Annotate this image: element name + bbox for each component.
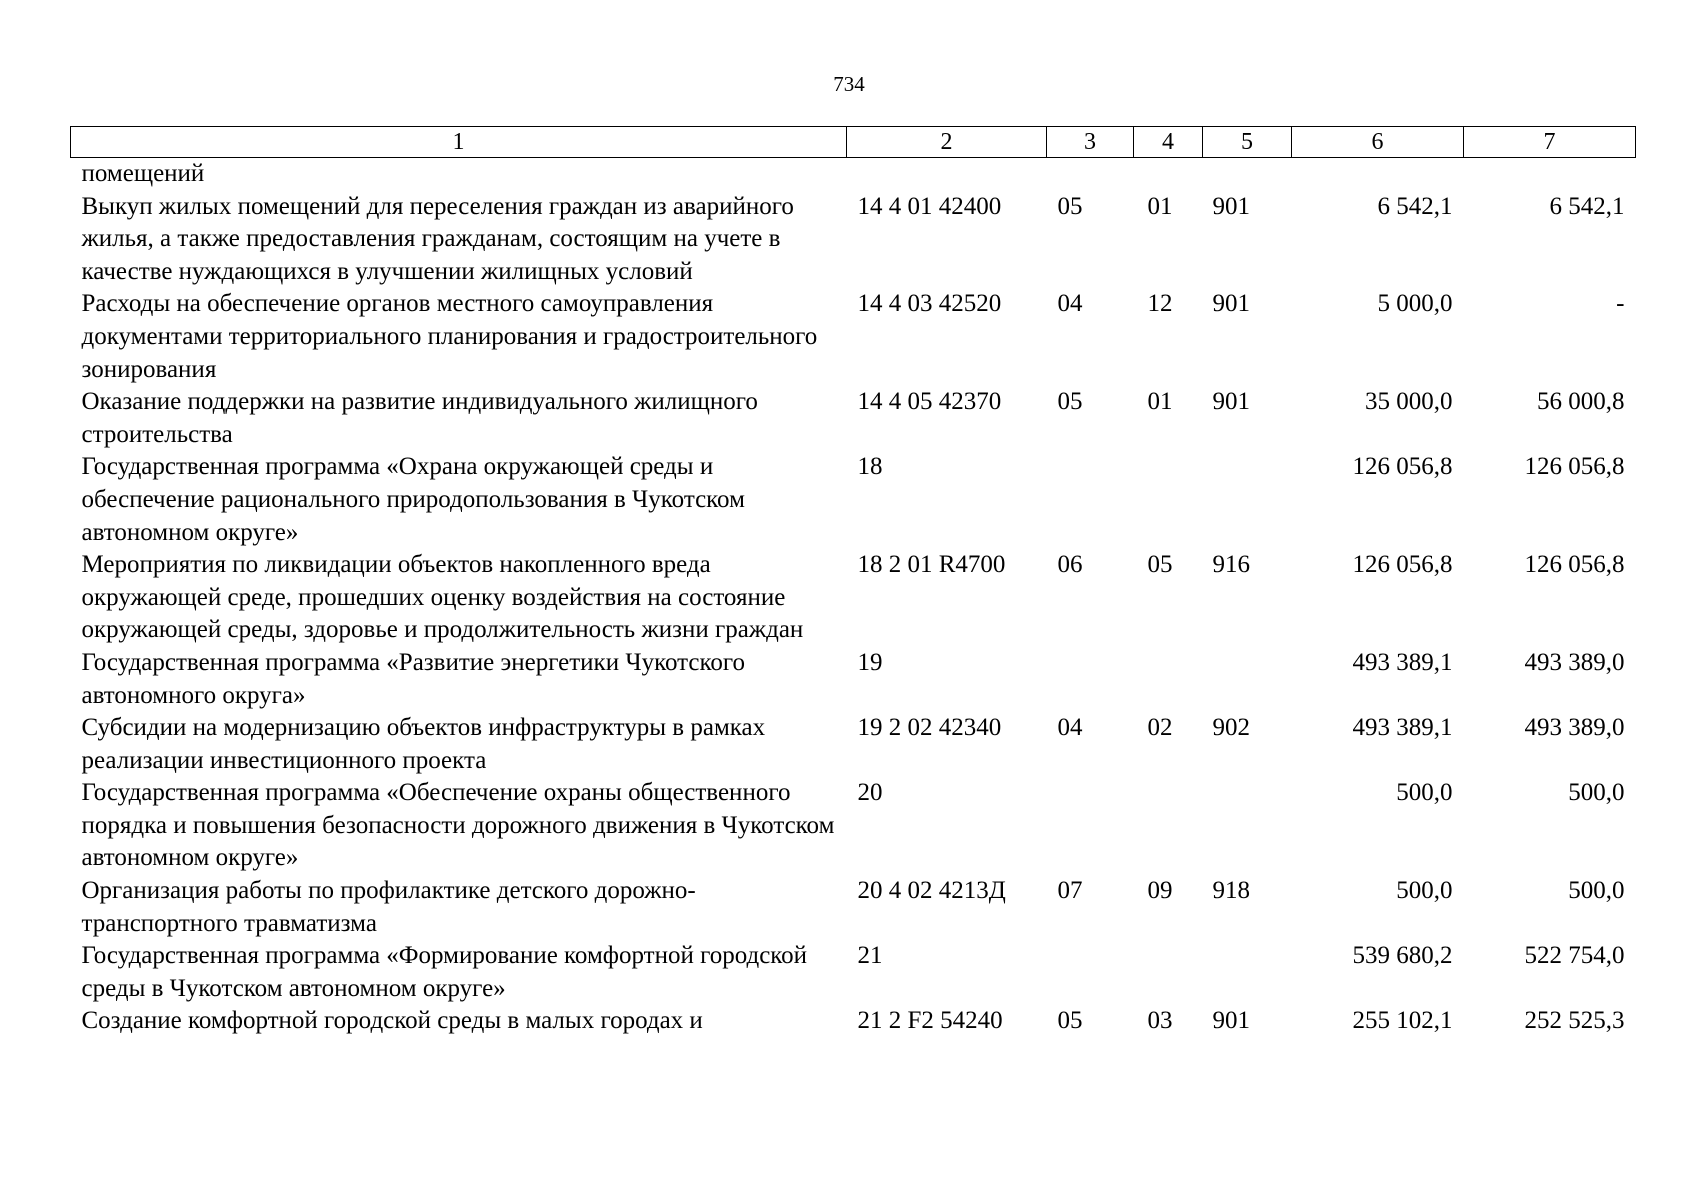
program-code: 18 (857, 453, 883, 481)
column-header: 4 (1134, 127, 1203, 158)
amount-year-2: 126 056,8 (1524, 551, 1625, 579)
subsection-code: 02 (1147, 714, 1173, 742)
department-code: 901 (1212, 388, 1250, 416)
amount-year-2: 126 056,8 (1524, 453, 1625, 481)
section-code: 06 (1057, 551, 1083, 579)
program-code: 18 2 01 R4700 (857, 551, 1006, 579)
header-row (71, 127, 1636, 158)
amount-year-1: 500,0 (1396, 779, 1453, 807)
row-name: Мероприятия по ликвидации объектов накопленного вреда окружающей среде, прошедших оценку воздействия на состояние окружающей среды, здоровье и продолжительность жизни граждан (81, 551, 804, 644)
amount-year-1: 493 389,1 (1352, 648, 1453, 676)
table-row (71, 288, 1636, 386)
row-name: Субсидии на модернизацию объектов инфраструктуры в рамках реализации инвестиционного проекта (81, 714, 766, 774)
department-code (1203, 777, 1292, 875)
column-header: 1 (71, 127, 847, 158)
section-code: 04 (1057, 290, 1083, 318)
department-code: 901 (1212, 1007, 1250, 1035)
amount-year-2: 493 389,0 (1524, 648, 1625, 676)
section-code (1047, 777, 1134, 875)
amount-year-1: 126 056,8 (1352, 551, 1453, 579)
column-header: 7 (1464, 127, 1636, 158)
program-code: 14 4 03 42520 (857, 290, 1002, 318)
subsection-code: 12 (1147, 290, 1173, 318)
amount-year-1 (1292, 158, 1464, 191)
row-name: Государственная программа «Формирование комфортной городской среды в Чукотском автономном округе» (81, 942, 808, 1002)
program-code: 14 4 01 42400 (857, 192, 1002, 220)
section-code: 04 (1057, 714, 1083, 742)
department-code (1203, 158, 1292, 191)
amount-year-1: 126 056,8 (1352, 453, 1453, 481)
program-code: 21 2 F2 54240 (857, 1007, 1003, 1035)
department-code (1203, 451, 1292, 549)
amount-year-2: 252 525,3 (1524, 1007, 1625, 1035)
amount-year-1: 35 000,0 (1365, 388, 1453, 416)
department-code (1203, 647, 1292, 712)
table-row (71, 191, 1636, 289)
department-code: 901 (1212, 192, 1250, 220)
department-code (1203, 940, 1292, 1005)
amount-year-2: 522 754,0 (1524, 942, 1625, 970)
row-name: Оказание поддержки на развитие индивидуального жилищного строительства (81, 388, 758, 448)
department-code: 902 (1212, 714, 1250, 742)
amount-year-2: - (1616, 290, 1625, 318)
budget-table (70, 126, 1636, 1038)
amount-year-1: 255 102,1 (1352, 1007, 1453, 1035)
table-row (71, 712, 1636, 777)
table-row (71, 451, 1636, 549)
section-code (1047, 940, 1134, 1005)
amount-year-1: 493 389,1 (1352, 714, 1453, 742)
subsection-code: 01 (1147, 388, 1173, 416)
column-header: 3 (1047, 127, 1134, 158)
amount-year-2: 493 389,0 (1524, 714, 1625, 742)
program-code: 19 (857, 648, 883, 676)
row-name: Организация работы по профилактике детского дорожно-транспортного травматизма (81, 877, 696, 937)
row-name: Государственная программа «Развитие энергетики Чукотского автономного округа» (81, 648, 745, 709)
row-name: Расходы на обеспечение органов местного самоуправления документами территориального планирования и градостроительного зонирования (81, 290, 818, 383)
amount-year-2: 56 000,8 (1537, 388, 1625, 416)
subsection-code: 01 (1147, 192, 1173, 220)
subsection-code: 09 (1147, 877, 1173, 905)
department-code: 916 (1212, 551, 1250, 579)
department-code: 918 (1212, 877, 1250, 905)
amount-year-2: 6 542,1 (1549, 192, 1625, 220)
section-code: 05 (1057, 1007, 1083, 1035)
table-row (71, 549, 1636, 647)
table-row (71, 940, 1636, 1005)
row-name: Государственная программа «Охрана окружающей среды и обеспечение рационального природопользования в Чукотском автономном округе» (81, 453, 745, 546)
subsection-code (1134, 158, 1203, 191)
program-code: 20 (857, 779, 883, 807)
subsection-code (1134, 451, 1203, 549)
table-row (71, 1005, 1636, 1038)
row-name: Государственная программа «Обеспечение охраны общественного порядка и повышения безопасности дорожного движения в Чукотском автономном округе» (81, 779, 835, 872)
section-code: 05 (1057, 192, 1083, 220)
department-code: 901 (1212, 290, 1250, 318)
table-row (71, 386, 1636, 451)
subsection-code (1134, 647, 1203, 712)
section-code (1047, 158, 1134, 191)
section-code: 07 (1057, 877, 1083, 905)
program-code (847, 158, 1047, 191)
column-header: 5 (1203, 127, 1292, 158)
table-row (71, 158, 1636, 191)
column-header: 2 (847, 127, 1047, 158)
page-number: 734 (833, 72, 865, 96)
program-code: 14 4 05 42370 (857, 388, 1002, 416)
column-header: 6 (1292, 127, 1464, 158)
table-row (71, 647, 1636, 712)
row-name: Создание комфортной городской среды в малых городах и (81, 1007, 703, 1035)
amount-year-1: 539 680,2 (1352, 942, 1453, 970)
subsection-code: 05 (1147, 551, 1173, 579)
table-row (71, 777, 1636, 875)
amount-year-1: 500,0 (1396, 877, 1453, 905)
amount-year-1: 5 000,0 (1377, 290, 1453, 318)
program-code: 20 4 02 4213Д (857, 877, 1006, 905)
section-code (1047, 647, 1134, 712)
amount-year-2: 500,0 (1568, 779, 1625, 807)
table-body (71, 158, 1636, 1039)
section-code: 05 (1057, 388, 1083, 416)
row-name: помещений (81, 160, 205, 187)
subsection-code: 03 (1147, 1007, 1173, 1035)
section-code (1047, 451, 1134, 549)
amount-year-2 (1464, 158, 1636, 191)
row-name: Выкуп жилых помещений для переселения граждан из аварийного жилья, а также предоставления гражданам, состоящим на учете в качестве нуждающихся в улучшении жилищных условий (81, 192, 794, 285)
amount-year-2: 500,0 (1568, 877, 1625, 905)
program-code: 21 (857, 942, 883, 970)
table-row (71, 875, 1636, 940)
program-code: 19 2 02 42340 (857, 714, 1002, 742)
amount-year-1: 6 542,1 (1377, 192, 1453, 220)
subsection-code (1134, 777, 1203, 875)
subsection-code (1134, 940, 1203, 1005)
